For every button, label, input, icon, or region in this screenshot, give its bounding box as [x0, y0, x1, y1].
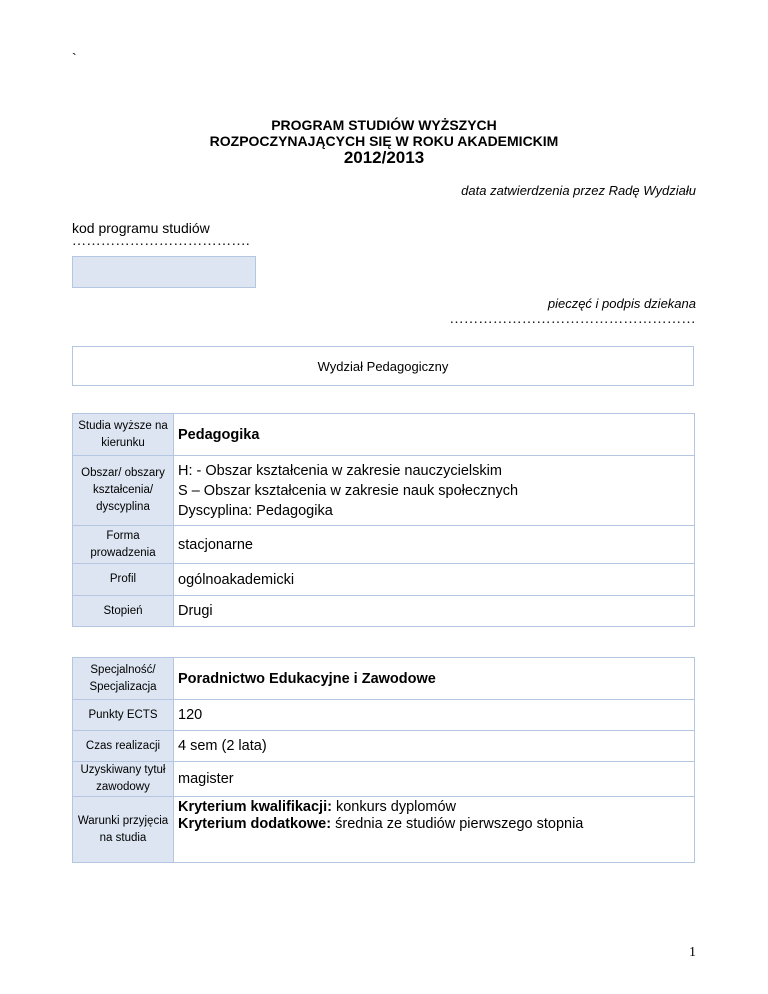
spec-label: Specjalność/ Specjalizacja: [73, 658, 174, 700]
area-value: [174, 456, 695, 526]
table-row: [73, 762, 695, 797]
table-row: [73, 731, 695, 762]
title-value: magister: [174, 762, 695, 797]
admission-text: konkurs dyplomów: [331, 799, 457, 815]
admission-label: Warunki przyjęcia na studia: [73, 797, 174, 863]
form-label: Forma prowadzenia: [73, 526, 174, 564]
area-line: Dyscyplina: Pedagogika: [178, 502, 333, 519]
table-row: [73, 797, 695, 863]
page-number: 1: [689, 945, 696, 960]
table-row: [73, 456, 695, 526]
program-code-label: kod programu studiów: [72, 220, 210, 236]
duration-value: 4 sem (2 lata): [174, 731, 695, 762]
profile-value: ogólnoakademicki: [174, 564, 695, 596]
table-row: [73, 526, 695, 564]
table-row: [73, 658, 695, 700]
approval-date-label: data zatwierdzenia przez Radę Wydziału: [461, 183, 696, 198]
degree-label: Stopień: [73, 596, 174, 627]
doc-title-line-2: ROZPOCZYNAJĄCYCH SIĘ W ROKU AKADEMICKIM: [209, 133, 559, 149]
doc-title-line-1: PROGRAM STUDIÓW WYŻSZYCH: [271, 117, 497, 133]
program-info-table: [72, 413, 695, 627]
academic-year: 2012/2013: [343, 148, 425, 167]
degree-value: Drugi: [174, 596, 695, 627]
duration-label: Czas realizacji: [73, 731, 174, 762]
spec-value: Poradnictwo Edukacyjne i Zawodowe: [174, 658, 695, 700]
field-value: Pedagogika: [174, 414, 695, 456]
table-row: [73, 414, 695, 456]
admission-text: średnia ze studiów pierwszego stopnia: [331, 816, 584, 832]
table-row: [73, 700, 695, 731]
table-row: [73, 564, 695, 596]
ects-label: Punkty ECTS: [73, 700, 174, 731]
stray-mark: `: [72, 50, 77, 66]
table-row: [73, 596, 695, 627]
form-value: stacjonarne: [174, 526, 695, 564]
program-code-dots: ……………………………….: [72, 234, 250, 249]
field-label: Studia wyższe na kierunku: [73, 414, 174, 456]
area-label: Obszar/ obszary kształcenia/ dyscyplina: [73, 456, 174, 526]
faculty-box: Wydział Pedagogiczny: [72, 346, 694, 386]
admission-line: [178, 799, 694, 816]
admission-line: [178, 816, 694, 833]
area-line: H: - Obszar kształcenia w zakresie nauczycielskim: [178, 462, 502, 479]
title-label: Uzyskiwany tytuł zawodowy: [73, 762, 174, 797]
dean-stamp-label: pieczęć i podpis dziekana: [547, 296, 696, 311]
area-line: S – Obszar kształcenia w zakresie nauk społecznych: [178, 482, 519, 499]
admission-key: Kryterium dodatkowe:: [178, 816, 332, 832]
ects-value: 120: [174, 700, 695, 731]
specialization-table: [72, 657, 695, 863]
admission-value: [174, 797, 695, 863]
program-code-field[interactable]: [72, 256, 256, 288]
profile-label: Profil: [73, 564, 174, 596]
admission-key: Kryterium kwalifikacji:: [178, 799, 332, 815]
dean-stamp-dots: ……………………………………………: [449, 312, 696, 327]
